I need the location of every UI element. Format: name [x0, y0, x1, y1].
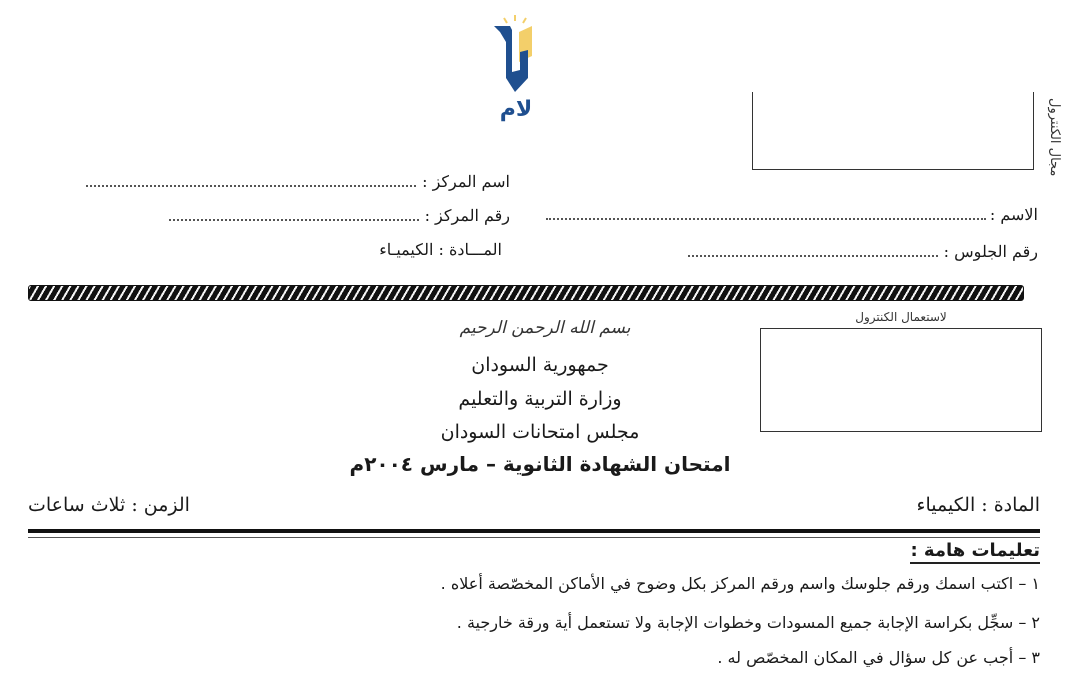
center-name-input[interactable]	[86, 185, 416, 187]
header-council: مجلس امتحانات السودان	[440, 421, 640, 443]
control-area-box	[752, 92, 1034, 170]
control-use-label: لاستعمال الكنترول	[855, 310, 947, 324]
lam-logo	[488, 12, 548, 122]
center-name-label: اسم المركز :	[422, 172, 510, 191]
exam-duration: الزمن : ثلاث ساعات	[28, 494, 190, 516]
separator-thick	[28, 529, 1040, 533]
header-ministry: وزارة التربية والتعليم	[458, 388, 622, 410]
seat-number-field	[688, 242, 1038, 261]
exam-title: امتحان الشهادة الثانوية – مارس ٢٠٠٤م	[349, 452, 731, 476]
instructions-title	[910, 540, 1040, 561]
instruction-item: ٣ – أجب عن كل سؤال في المكان المخصّص له .	[717, 648, 1040, 667]
exam-subject: المادة : الكيمياء	[916, 494, 1040, 516]
center-number-input[interactable]	[169, 219, 419, 221]
instruction-item: ١ – اكتب اسمك ورقم جلوسك واسم ورقم المركز بكل وضوح في الأماكن المخصّصة أعلاه .	[440, 574, 1040, 593]
control-use-box	[760, 328, 1042, 432]
student-name-field	[546, 205, 1038, 224]
tear-strip-divider	[28, 285, 1024, 301]
center-number-label: رقم المركز :	[424, 206, 510, 225]
svg-text:لام: لام	[499, 97, 533, 122]
subject-label: المـــادة : الكيميـاء	[379, 240, 502, 259]
subject-field	[379, 240, 502, 259]
control-area-label: مجال الكنترول	[1047, 97, 1062, 177]
center-number-field	[169, 206, 510, 225]
instructions-title-text: تعليمات هامة :	[910, 540, 1040, 564]
seat-number-input[interactable]	[688, 255, 938, 257]
separator-thin	[28, 537, 1040, 538]
student-name-label: الاسم :	[989, 205, 1038, 224]
bismillah-calligraphy: بسم الله الرحمن الرحيم	[459, 318, 631, 338]
book-bookmark-logo-icon	[488, 12, 548, 122]
center-name-field	[86, 172, 510, 191]
header-republic: جمهورية السودان	[471, 354, 609, 376]
instruction-item: ٢ – سجِّل بكراسة الإجابة جميع المسودات وخطوات الإجابة ولا تستعمل أية ورقة خارجية .	[456, 613, 1040, 632]
student-name-input[interactable]	[546, 218, 986, 220]
seat-number-label: رقم الجلوس :	[943, 242, 1038, 261]
